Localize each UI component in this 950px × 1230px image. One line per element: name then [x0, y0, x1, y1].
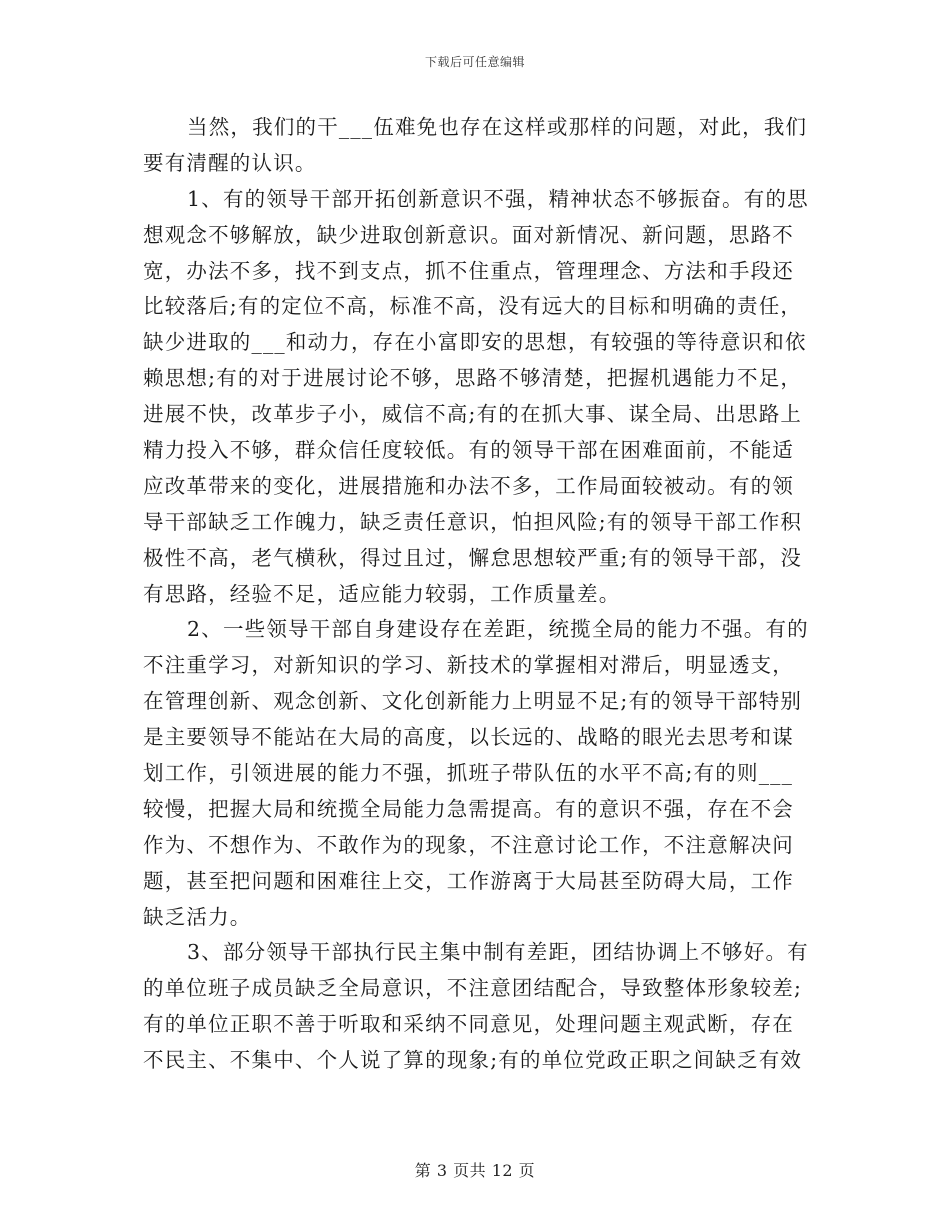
- text-line: 有的单位正职不善于听取和采纳不同意见，处理问题主观武断，存在: [143, 1012, 794, 1037]
- text-line: 1、有的领导干部开拓创新意识不强，精神状态不够振奋。有的思: [187, 186, 809, 211]
- page-number: 第 3 页共 12 页: [414, 1161, 536, 1180]
- text-line: 不注重学习，对新知识的学习、新技术的掌握相对滞后，明显透支，: [143, 653, 794, 678]
- text-line: 较慢，把握大局和统揽全局能力急需提高。有的意识不强，存在不会: [143, 796, 794, 821]
- paragraph-point-3: [143, 935, 808, 1079]
- text-line: 在管理创新、观念创新、文化创新能力上明显不足;有的领导干部特别: [143, 689, 803, 714]
- text-line: 进展不快，改革步子小，威信不高;有的在抓大事、谋全局、出思路上: [143, 402, 803, 427]
- paragraph-intro: [143, 110, 808, 182]
- text-line: 有思路，经验不足，适应能力较弱，工作质量差。: [143, 581, 621, 606]
- text-line: 的单位班子成员缺乏全局意识，不注意团结配合，导致整体形象较差;: [143, 976, 803, 1001]
- text-line: 2、一些领导干部自身建设存在差距，统揽全局的能力不强。有的: [187, 617, 809, 642]
- text-line: 缺乏活力。: [143, 904, 252, 929]
- text-line: 应改革带来的变化，进展措施和办法不多，工作局面较被动。有的领: [143, 473, 794, 498]
- text-line: 题，甚至把问题和困难往上交，工作游离于大局甚至防碍大局，工作: [143, 868, 794, 893]
- text-line: 导干部缺乏工作魄力，缺乏责任意识，怕担风险;有的领导干部工作积: [143, 509, 803, 534]
- paragraph-point-1: [143, 182, 808, 613]
- text-line: 缺少进取的___和动力，存在小富即安的思想，有较强的等待意识和依: [143, 330, 807, 355]
- document-body: [143, 110, 808, 1079]
- text-line: 赖思想;有的对于进展讨论不够，思路不够清楚，把握机遇能力不足，: [143, 366, 803, 391]
- text-line: 划工作，引领进展的能力不强，抓班子带队伍的水平不高;有的则___: [143, 761, 794, 786]
- text-line: 想观念不够解放，缺少进取创新意识。面对新情况、新问题，思路不: [143, 222, 794, 247]
- text-line: 作为、不想作为、不敢作为的现象，不注意讨论工作，不注意解决问: [143, 832, 794, 857]
- text-line: 要有清醒的认识。: [143, 150, 317, 175]
- text-line: 极性不高，老气横秋，得过且过，懈怠思想较严重;有的领导干部，没: [143, 545, 803, 570]
- text-line: 是主要领导不能站在大局的高度，以长远的、战略的眼光去思考和谋: [143, 725, 794, 750]
- text-line: 精力投入不够，群众信任度较低。有的领导干部在困难面前，不能适: [143, 438, 794, 463]
- text-line: 不民主、不集中、个人说了算的现象;有的单位党政正职之间缺乏有效: [143, 1048, 803, 1073]
- text-line: 3、部分领导干部执行民主集中制有差距，团结协调上不够好。有: [187, 940, 809, 965]
- text-line: 比较落后;有的定位不高，标准不高，没有远大的目标和明确的责任，: [143, 294, 803, 319]
- text-line: 当然，我们的干___伍难免也存在这样或那样的问题，对此，我们: [187, 115, 808, 139]
- page-header: 下载后可任意编辑: [424, 55, 525, 69]
- text-line: 宽，办法不多，找不到支点，抓不住重点，管理理念、方法和手段还: [143, 258, 794, 283]
- paragraph-point-2: [143, 612, 808, 935]
